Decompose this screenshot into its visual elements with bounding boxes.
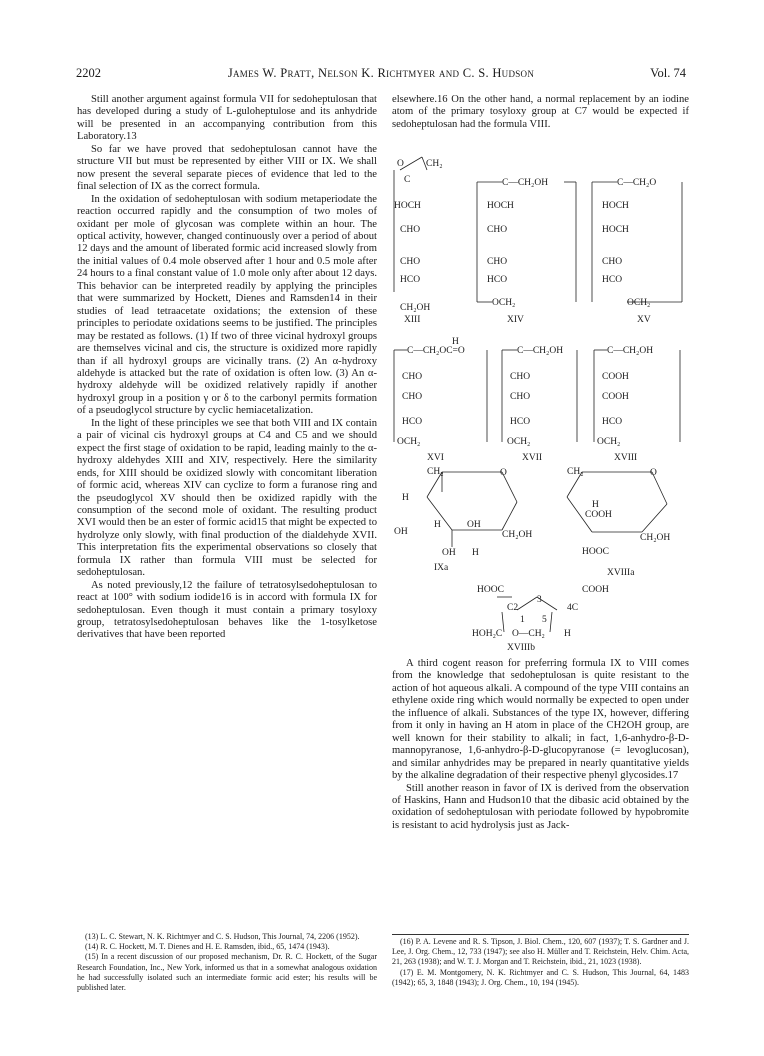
- svg-text:HCO: HCO: [510, 417, 531, 427]
- svg-text:CH₂: CH₂: [427, 467, 444, 477]
- svg-text:OCH₂: OCH₂: [397, 437, 421, 447]
- svg-text:CH₂OH: CH₂OH: [640, 533, 671, 543]
- svg-text:H: H: [402, 493, 409, 503]
- page-number: 2202: [76, 66, 101, 80]
- paragraph: In the oxidation of sedoheptulosan with sodium metaperiodate the reaction occurred rapidly and the consumption of two moles of oxidant per mole of glycosan was complete within an hour. The optical activity, however, changed continuously over a period of about 12 days and the amount of liberated formic acid increased slowly from the initial values of 0.4 mole observed after 1 hour and 0.5 mole after 24 hours to a final constant value of 1.0 mole only after about 12 days. This behavior can be interpreted readily by applying the principles that were summarized by Hockett, Dienes and Ramsden14 in their studies of lead tetraacetate oxidations; the extension of these principles to periodate oxidations seems to be justified. The principles may be restated as follows. (1) If two of three vicinal hydroxyl groups are themselves vicinal and cis, the structure is oxidized more rapidly than if all hydroxyl groups are vicinally trans. (2) An α-hydroxy aldehyde is attacked but the rate of oxidation is often low. (3) An α-hydroxy aldehyde will be oxidized relatively rapidly if another hydroxyl group in a position γ or δ to the carbonyl permits formation of a pseudoglycol structure by cyclic hemiacetalization.: [77, 193, 377, 417]
- svg-text:XVIIIb: XVIIIb: [507, 643, 535, 653]
- svg-text:CH₂: CH₂: [426, 159, 443, 169]
- paragraph: In the light of these principles we see that both VIII and IX contain a pair of vicinal cis hydroxyl groups at C4 and C5 and we should expect the first stage of oxidation to be rapid, leading mainly to the α-hydroxy aldehydes XIII and XIV, respectively. Here the similarity ends, for XIII should be oxidized slowly with concomitant liberation of formic acid, whereas XIV can cyclize to form a furanose ring and the pseudoglycol XV should then be oxidized rapidly with the consumption of the second mole of oxidant. The resulting product XVI would then be an ester of formic acid15 that might be expected to hydrolyze only slowly, with final production of the dialdehyde XVII. This interpretation fits the experimental observations so closely that formula IX rather than formula VIII must be selected for sedoheptulosan.: [77, 417, 377, 579]
- svg-text:CH₂: CH₂: [567, 467, 584, 477]
- paragraph: A third cogent reason for preferring formula IX to VIII comes from the knowledge that sedoheptulosan is quite resistant to the action of hot aqueous alkali. A compound of the type VIII contains an ethylene oxide ring which would normally be expected to open under the influence of alkali. Substances of the type IX, however, differing from it only in having an H atom in place of the CH2OH group, are well known for their stability to alkali; in fact, 1,6-anhydro-β-D-mannopyranose, 1,6-anhydro-β-D-glucopyranose (= levoglucosan), and similar anhydrides may be prepared in nearly quantitative yields by the alkaline degradation of their respective phenyl glycosides.17: [392, 658, 689, 782]
- svg-text:H: H: [472, 548, 479, 558]
- svg-text:OH: OH: [394, 527, 408, 537]
- svg-text:COOH: COOH: [602, 372, 629, 382]
- svg-text:XVIIIa: XVIIIa: [607, 568, 635, 578]
- svg-text:C—CH₂OH: C—CH₂OH: [517, 346, 564, 356]
- chemical-structures-svg: [392, 152, 692, 653]
- svg-text:CHO: CHO: [400, 225, 421, 235]
- paragraph: elsewhere.16 On the other hand, a normal replacement by an iodine atom of the primary tosyloxy group at C7 would be expected if sedoheptulosan had the formula VIII.: [392, 94, 689, 130]
- svg-text:IXa: IXa: [434, 563, 449, 573]
- svg-text:5: 5: [542, 615, 547, 625]
- svg-text:H: H: [434, 520, 441, 530]
- svg-text:H: H: [452, 337, 459, 347]
- svg-text:CH₂OH: CH₂OH: [400, 303, 431, 313]
- footnote: (14) R. C. Hockett, M. T. Dienes and H. E. Ramsden, ibid., 65, 1474 (1943).: [85, 942, 330, 952]
- svg-text:1: 1: [520, 615, 525, 625]
- paragraph: As noted previously,12 the failure of tetratosylsedoheptulosan to react at 100° with sodium iodide16 is in accord with formula IX for sedoheptulosan. Even though it must contain a primary tosyloxy group, tetratosylsedoheptulosan behaves like the 1-tosylketose derivatives that have been reported: [77, 579, 377, 641]
- svg-text:CHO: CHO: [602, 257, 623, 267]
- svg-text:CHO: CHO: [510, 372, 531, 382]
- paragraph: So far we have proved that sedoheptulosan cannot have the structure VII but must be represented by either VIII or IX. We shall now present the several separate pieces of evidence that led to the final selection of IX as the correct formula.: [77, 143, 377, 193]
- svg-text:XVII: XVII: [522, 453, 543, 463]
- svg-text:OCH₂: OCH₂: [597, 437, 621, 447]
- svg-text:HOH₂C: HOH₂C: [472, 629, 503, 639]
- footnote: (16) P. A. Levene and R. S. Tipson, J. Biol. Chem., 120, 607 (1937); T. S. Gardner and J. Lee, J. Org. Chem., 12, 733 (1947); see also H. Müller and T. Reichstein, Helv. Chim. Acta, 21, 263 (1938); and W. T. J. Morgan and T. Reichstein, ibid., 21, 1023 (1938).: [392, 937, 689, 967]
- svg-text:HOCH: HOCH: [487, 201, 514, 211]
- svg-text:C—CH₂OH: C—CH₂OH: [607, 346, 654, 356]
- running-authors: James W. Pratt, Nelson K. Richtmyer and C. S. Hudson: [227, 66, 535, 80]
- svg-text:C—CH₂OH: C—CH₂OH: [502, 178, 549, 188]
- svg-text:XIV: XIV: [507, 315, 524, 325]
- svg-text:OCH₂: OCH₂: [492, 298, 516, 308]
- svg-text:COOH: COOH: [602, 392, 629, 402]
- svg-text:COOH: COOH: [585, 510, 612, 520]
- svg-text:C2: C2: [507, 603, 519, 613]
- svg-text:C: C: [404, 175, 411, 185]
- paragraph: Still another reason in favor of IX is derived from the observation of Haskins, Hann and Hudson10 that the dibasic acid obtained by the oxidation of sedoheptulosan with periodate followed by hypobromite is resistant to acid hydrolysis just as Jack-: [392, 782, 689, 831]
- right-column-top: [392, 94, 689, 131]
- svg-text:HCO: HCO: [487, 275, 508, 285]
- right-column-bottom: [392, 658, 689, 832]
- svg-text:HOOC: HOOC: [582, 547, 609, 557]
- svg-text:OH: OH: [467, 520, 481, 530]
- svg-text:O—CH₂: O—CH₂: [512, 629, 545, 639]
- svg-text:HOCH: HOCH: [602, 225, 629, 235]
- svg-text:CHO: CHO: [402, 372, 423, 382]
- svg-text:COOH: COOH: [582, 585, 609, 595]
- footnotes-right: [392, 934, 689, 988]
- svg-text:O: O: [500, 468, 507, 478]
- svg-text:HCO: HCO: [602, 275, 623, 285]
- svg-text:XVI: XVI: [427, 453, 444, 463]
- paragraph: Still another argument against formula VII for sedoheptulosan that has developed during a study of L-guloheptulose and its anhydride will be presented in an accompanying contribution from this Laboratory.13: [77, 94, 377, 143]
- footnote: (15) In a recent discussion of our proposed mechanism, Dr. R. C. Hockett, of the Sugar Research Foundation, Inc., New York, informed us that in a somewhat analogous oxidation he had successfully isolated such an intermediate formic acid ester; his results will be published later.: [77, 952, 377, 993]
- svg-text:CH₂OH: CH₂OH: [502, 530, 533, 540]
- structure-diagrams: [392, 152, 692, 653]
- running-header: [76, 66, 686, 82]
- footnotes-left: [77, 932, 377, 993]
- svg-text:O: O: [397, 159, 404, 169]
- svg-text:HCO: HCO: [402, 417, 423, 427]
- svg-text:OH: OH: [442, 548, 456, 558]
- footnote: (17) E. M. Montgomery, N. K. Richtmyer and C. S. Hudson, This Journal, 64, 1483 (1942); 65, 3, 1848 (1943); J. Org. Chem., 10, 194 (1945).: [392, 967, 689, 987]
- volume-label: Vol. 74: [650, 66, 686, 80]
- left-column: [77, 94, 377, 642]
- svg-text:3: 3: [537, 595, 542, 605]
- svg-text:CHO: CHO: [400, 257, 421, 267]
- svg-text:HOCH: HOCH: [394, 201, 421, 211]
- svg-text:HOOC: HOOC: [477, 585, 504, 595]
- svg-text:H: H: [592, 500, 599, 510]
- svg-text:CHO: CHO: [487, 257, 508, 267]
- footnote: (13) L. C. Stewart, N. K. Richtmyer and C. S. Hudson, This Journal, 74, 2206 (1952).: [85, 932, 360, 941]
- svg-text:C—CH₂O: C—CH₂O: [617, 178, 657, 188]
- svg-text:HOCH: HOCH: [602, 201, 629, 211]
- svg-text:CHO: CHO: [510, 392, 531, 402]
- svg-text:CHO: CHO: [402, 392, 423, 402]
- svg-text:OCH₂: OCH₂: [627, 298, 651, 308]
- svg-text:CHO: CHO: [487, 225, 508, 235]
- svg-text:C—CH₂OC=O: C—CH₂OC=O: [407, 346, 465, 356]
- label-xiii: XIII: [404, 315, 421, 325]
- svg-text:O: O: [650, 468, 657, 478]
- svg-text:H: H: [564, 629, 571, 639]
- svg-text:XVIII: XVIII: [614, 453, 638, 463]
- svg-text:OCH₂: OCH₂: [507, 437, 531, 447]
- svg-text:HCO: HCO: [602, 417, 623, 427]
- svg-text:HCO: HCO: [400, 275, 421, 285]
- svg-text:XV: XV: [637, 315, 651, 325]
- svg-text:4C: 4C: [567, 603, 579, 613]
